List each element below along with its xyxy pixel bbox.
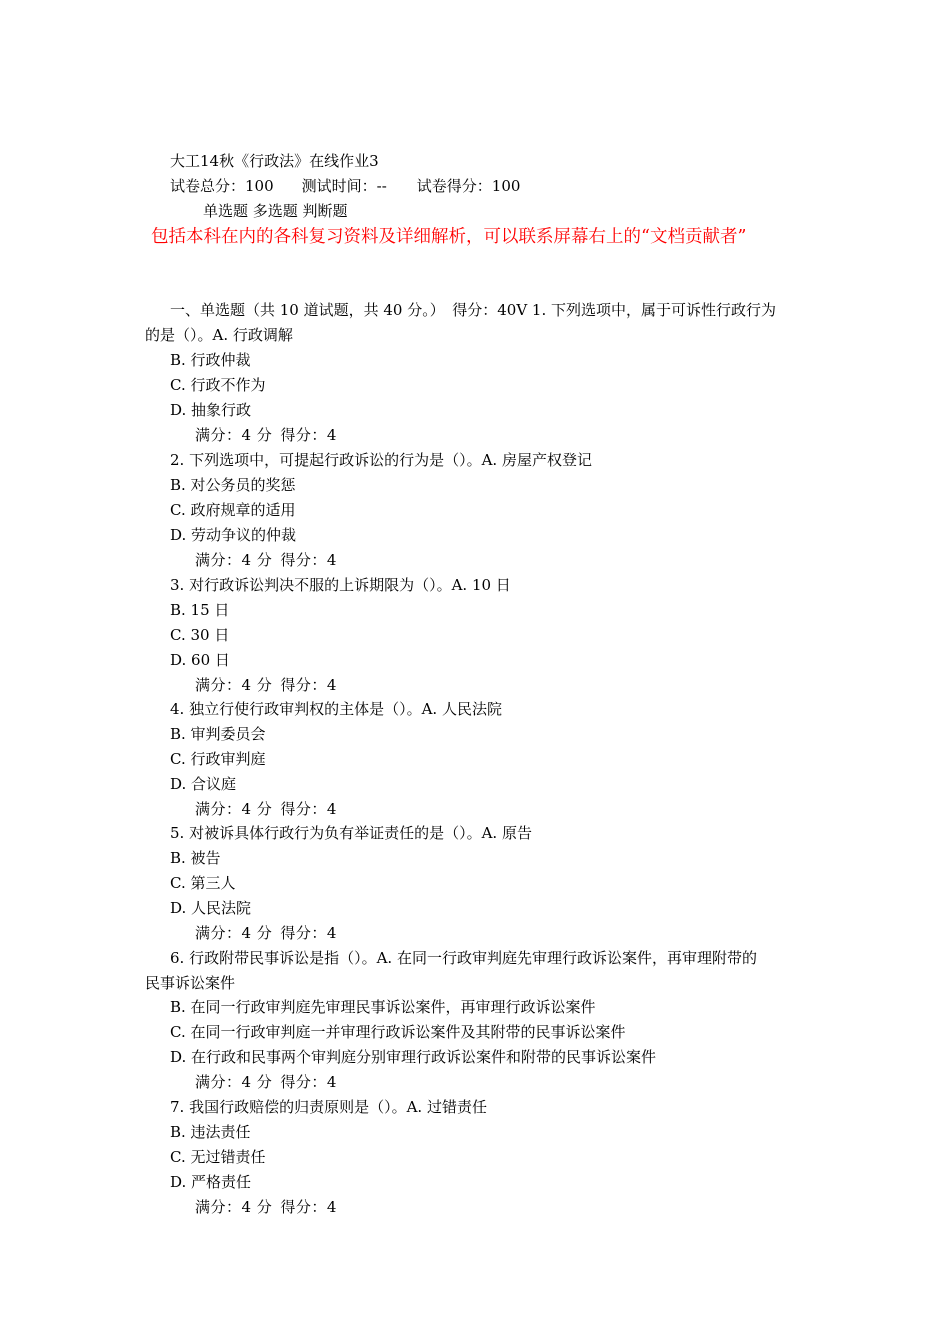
question-stem: 6. 行政附带民事诉讼是指（）。A. 在同一行政审判庭先审理行政诉讼案件，再审理附带的 [170,949,757,967]
exam-meta [170,176,520,196]
option: D. 在行政和民事两个审判庭分别审理行政诉讼案件和附带的民事诉讼案件 [170,1048,657,1066]
option: C. 行政审判庭 [170,750,266,768]
got-score: 得分：4 [280,800,337,818]
option: B. 行政仲裁 [170,351,251,369]
score-line [195,550,337,570]
got-score: 得分：4 [280,1198,337,1216]
question-stem: 7. 我国行政赔偿的归责原则是（）。A. 过错责任 [170,1098,487,1116]
full-score: 满分：4 分 [195,1073,273,1091]
question-stem-cont: 民事诉讼案件 [145,974,236,992]
exam-score: 试卷得分：100 [416,177,521,195]
score-line [195,799,337,819]
option: B. 被告 [170,849,221,867]
got-score: 得分：4 [280,551,337,569]
question-stem: 4. 独立行使行政审判权的主体是（）。A. 人民法院 [170,700,502,718]
doc-title: 大工14秋《行政法》在线作业3 [170,152,379,170]
score-line [195,1072,337,1092]
question-stem: 5. 对被诉具体行政行为负有举证责任的是（）。A. 原告 [170,824,532,842]
question-types: 单选题 多选题 判断题 [203,202,348,220]
option: B. 对公务员的奖惩 [170,476,296,494]
question-stem: 2. 下列选项中，可提起行政诉讼的行为是（）。A. 房屋产权登记 [170,451,592,469]
option: D. 抽象行政 [170,401,252,419]
option: D. 合议庭 [170,775,237,793]
option: B. 违法责任 [170,1123,251,1141]
got-score: 得分：4 [280,924,337,942]
option: C. 政府规章的适用 [170,501,296,519]
score-line [195,1197,337,1217]
test-time: 测试时间：-- [301,177,387,195]
got-score: 得分：4 [280,676,337,694]
total-score: 试卷总分：100 [170,177,274,195]
full-score: 满分：4 分 [195,676,273,694]
section-heading: 一、单选题（共 10 道试题，共 40 分。） 得分：40V 1. 下列选项中，属于可诉性行政行为 [170,301,777,319]
score-line [195,425,337,445]
full-score: 满分：4 分 [195,426,273,444]
option: C. 无过错责任 [170,1148,266,1166]
option: C. 在同一行政审判庭一并审理行政诉讼案件及其附带的民事诉讼案件 [170,1023,626,1041]
full-score: 满分：4 分 [195,551,273,569]
option: B. 审判委员会 [170,725,266,743]
score-line [195,675,337,695]
full-score: 满分：4 分 [195,1198,273,1216]
option: B. 15 日 [170,601,230,619]
got-score: 得分：4 [280,1073,337,1091]
promo-notice: 包括本科在内的各科复习资料及详细解析，可以联系屏幕右上的“文档贡献者” [151,227,747,247]
option: C. 第三人 [170,874,236,892]
score-line [195,923,337,943]
full-score: 满分：4 分 [195,800,273,818]
option: D. 60 日 [170,651,230,669]
got-score: 得分：4 [280,426,337,444]
option: C. 30 日 [170,626,230,644]
question-stem: 3. 对行政诉讼判决不服的上诉期限为（）。A. 10 日 [170,576,511,594]
section-heading-cont: 的是（）。A. 行政调解 [145,326,293,344]
option: B. 在同一行政审判庭先审理民事诉讼案件，再审理行政诉讼案件 [170,998,596,1016]
option: C. 行政不作为 [170,376,266,394]
full-score: 满分：4 分 [195,924,273,942]
option: D. 劳动争议的仲裁 [170,526,297,544]
option: D. 人民法院 [170,899,252,917]
option: D. 严格责任 [170,1173,252,1191]
